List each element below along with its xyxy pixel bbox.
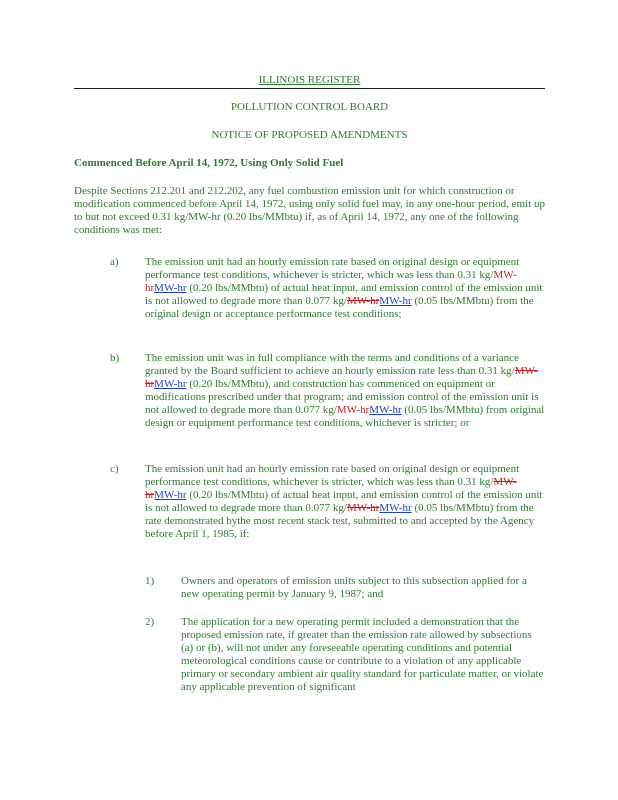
insertion-mark: MW-hr	[145, 269, 517, 294]
item-c-text: The emission unit had an hourly emission rate based on original design or equipment performance test conditions, whichever is stricter, which was less than 0.31 kg/MW-hrMW-hr (0.20 lbs/MMbtu) of actual heat input, and emission control of the emission unit is not allowed to degrade more than 0.077 kg/MW-hrMW-hr (0.05 lbs/MMbtu) from the rate demonstrated bythe most recent stack test, submitted to and accepted by the Agency before April 1, 1985, if:	[145, 463, 543, 540]
intro-paragraph: Despite Sections 212.201 and 212.202, any fuel combustion emission unit for which construction or modification commenced before April 14, 1972, using only solid fuel may, in any one-hour period, emit up to but not exceed 0.31 kg/MW-hr (0.20 lbs/MMbtu) if, as of April 14, 1972, any one of the following conditions was met:	[74, 185, 545, 236]
board-title: POLLUTION CONTROL BOARD	[230, 101, 389, 113]
item-a-text: The emission unit had an hourly emission rate based on original design or equipment performance test conditions, whichever is stricter, which was less than 0.31 kg/MW-hrMW-hr (0.20 lbs/MMbtu) of actual heat input, and emission control of the emission unit is not allowed to degrade more than 0.077 kg/MW-hrMW-hr (0.05 lbs/MMbtu) from the original design or acceptance performance test conditions;	[145, 256, 543, 320]
item-b-text: The emission unit was in full compliance with the terms and conditions of a variance granted by the Board sufficient to achieve an hourly emission rate less than 0.31 kg/MW-hrMW-hr (0.20 lbs/MMbtu), and construction has commenced on equipment or modifications prescribed under that program; and emission control of the emission unit is not allowed to degrade more than 0.077 kg/MW-hrMW-hr (0.05 lbs/MMbtu) from original design or equipment performance test conditions, whichever is stricter; or	[145, 352, 545, 429]
deletion-mark: MW-hr	[346, 295, 380, 307]
deletion-mark: MW-hr	[145, 476, 517, 501]
item-c-label: c)	[110, 463, 119, 475]
subitem-2-label: 2)	[145, 616, 155, 628]
insertion-mark: MW-hr	[336, 404, 370, 416]
new-text-mark: MW-hr	[379, 295, 412, 307]
item-a-label: a)	[110, 256, 119, 268]
register-header-line	[74, 74, 545, 89]
new-text-mark: MW-hr	[369, 404, 402, 416]
new-text-mark: MW-hr	[154, 378, 187, 390]
register-title: ILLINOIS REGISTER	[258, 74, 361, 86]
subitem-1-label: 1)	[145, 575, 155, 587]
deletion-mark: MW-hr	[145, 365, 538, 390]
section-title: Commenced Before April 14, 1972, Using Only Solid Fuel	[74, 157, 344, 169]
new-text-mark: MW-hr	[379, 502, 412, 514]
subitem-2-text: The application for a new operating permit included a demonstration that the proposed emission rate, if greater than the emission rate allowed by subsections (a) or (b), will not under any foreseeable operating conditions and potential meteorological conditions cause or contribute to a violation of any applicable primary or secondary ambient air quality standard for particulate matter, or violate any applicable prevention of significant	[181, 616, 544, 693]
new-text-mark: MW-hr	[154, 489, 187, 501]
notice-title: NOTICE OF PROPOSED AMENDMENTS	[211, 129, 408, 141]
item-b-label: b)	[110, 352, 120, 364]
new-text-mark: MW-hr	[154, 282, 187, 294]
subitem-1-text: Owners and operators of emission units subject to this subsection applied for a new operating permit by January 9, 1987; and	[181, 575, 527, 600]
deletion-mark: MW-hr	[346, 502, 380, 514]
